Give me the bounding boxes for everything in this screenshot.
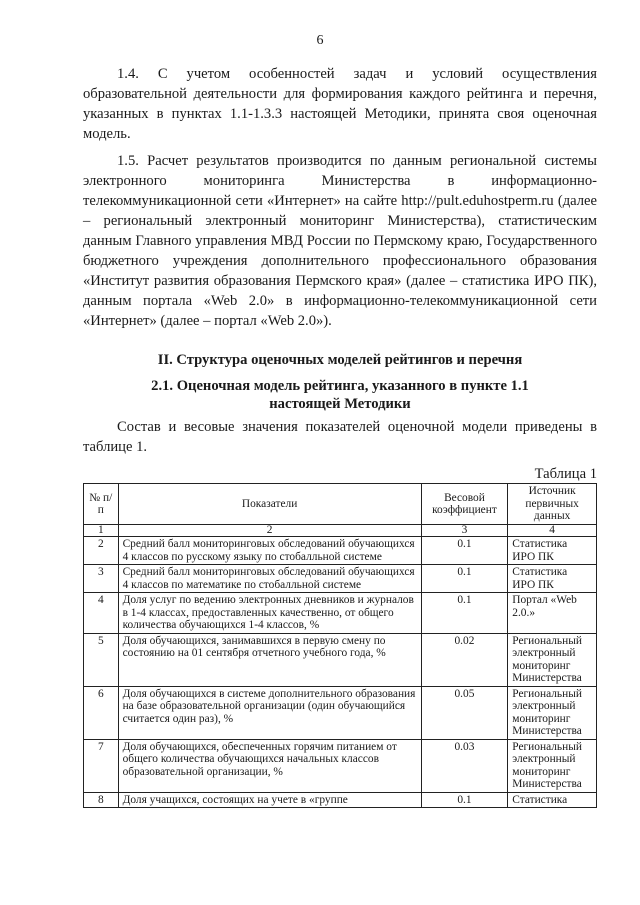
row-num: 2 — [84, 537, 119, 565]
header-source: Источник первичных данных — [508, 484, 597, 525]
col-number: 1 — [84, 525, 119, 537]
row-source: Статистика — [508, 792, 597, 808]
row-indicator: Доля обучающихся, обеспеченных горячим питанием от общего количества обучающихся начальных классов образовательной организации, % — [118, 739, 421, 792]
section-title: II. Структура оценочных моделей рейтингов и перечня — [157, 352, 523, 368]
row-weight: 0.1 — [421, 792, 508, 808]
row-num: 3 — [84, 565, 119, 593]
row-num: 8 — [84, 792, 119, 808]
row-source: Портал «Web 2.0.» — [508, 593, 597, 634]
header-num: № п/п — [84, 484, 119, 525]
col-number: 3 — [421, 525, 508, 537]
row-source: Статистика ИРО ПК — [508, 565, 597, 593]
row-indicator: Средний балл мониторинговых обследований обучающихся 4 классов по математике по стобалльной системе — [118, 565, 421, 593]
indicators-table — [83, 483, 597, 808]
row-indicator: Доля учащихся, состоящих на учете в «группе — [118, 792, 421, 808]
row-weight: 0.1 — [421, 565, 508, 593]
document-body — [83, 64, 597, 484]
column-number-row — [84, 525, 597, 537]
row-indicator: Средний балл мониторинговых обследований обучающихся 4 классов по русскому языку по стобалльной системе — [118, 537, 421, 565]
row-indicator: Доля обучающихся, занимавшихся в первую смену по состоянию на 01 сентября отчетного учебного года, % — [118, 633, 421, 686]
paragraph-1-5: 1.5. Расчет результатов производится по данным региональной системы электронного мониторинга Министерства в информационно-телекоммуникационной сети «Интернет» на сайте http://pult.eduhostperm.ru (далее – региональный электронный мониторинг Министерства), статистическим данным Главного управления МВД России по Пермскому краю, Государственного бюджетного учреждения дополнительного профессионального образования «Институт развития образования Пермского края» (далее – статистика ИРО ПК), данным портала «Web 2.0» в информационно-телекоммуникационной сети «Интернет» (далее – портал «Web 2.0»). — [83, 153, 597, 329]
table-row — [84, 537, 597, 565]
row-source: Региональный электронный мониторинг Министерства — [508, 686, 597, 739]
row-weight: 0.03 — [421, 739, 508, 792]
table-header-row — [84, 484, 597, 525]
table-row — [84, 593, 597, 634]
table-row — [84, 565, 597, 593]
row-num: 4 — [84, 593, 119, 634]
row-source: Региональный электронный мониторинг Министерства — [508, 739, 597, 792]
table-row — [84, 739, 597, 792]
paragraph-2-1: Состав и весовые значения показателей оценочной модели приведены в таблице 1. — [83, 419, 597, 455]
table-row — [84, 792, 597, 808]
page-number: 6 — [316, 33, 324, 48]
table-row — [84, 633, 597, 686]
row-weight: 0.1 — [421, 593, 508, 634]
row-source: Статистика ИРО ПК — [508, 537, 597, 565]
col-number: 2 — [118, 525, 421, 537]
col-number: 4 — [508, 525, 597, 537]
header-weight: Весовой коэффициент — [421, 484, 508, 525]
row-num: 6 — [84, 686, 119, 739]
row-indicator: Доля услуг по ведению электронных дневников и журналов в 1-4 классах, предоставленных качественно, от общего количества обучающихся 1-4 классов, % — [118, 593, 421, 634]
row-indicator: Доля обучающихся в системе дополнительного образования на базе образовательной организации (один обучающийся считается один раз), % — [118, 686, 421, 739]
row-source: Региональный электронный мониторинг Министерства — [508, 633, 597, 686]
row-num: 5 — [84, 633, 119, 686]
paragraph-1-4: 1.4. С учетом особенностей задач и условий осуществления образовательной деятельности для формирования каждого рейтинга и перечня, указанных в пунктах 1.1-1.3.3 настоящей Методики, принята своя оценочная модель. — [83, 66, 597, 142]
row-num: 7 — [84, 739, 119, 792]
row-weight: 0.02 — [421, 633, 508, 686]
row-weight: 0.05 — [421, 686, 508, 739]
header-indicator: Показатели — [118, 484, 421, 525]
subsection-title-line-1: 2.1. Оценочная модель рейтинга, указанного в пункте 1.1 — [151, 378, 529, 394]
table-row — [84, 686, 597, 739]
table-caption: Таблица 1 — [534, 466, 597, 482]
row-weight: 0.1 — [421, 537, 508, 565]
subsection-title-line-2: настоящей Методики — [269, 396, 411, 412]
